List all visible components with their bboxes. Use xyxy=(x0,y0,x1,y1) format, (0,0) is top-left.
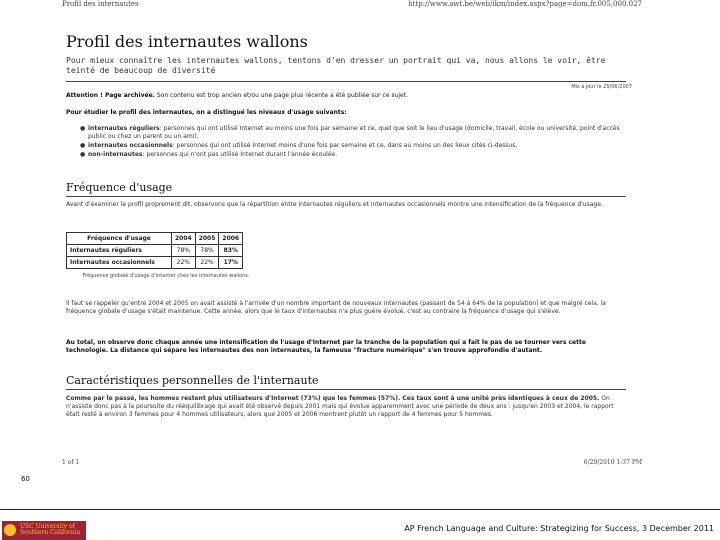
printed-webpage xyxy=(62,0,642,470)
print-footer-date: 6/29/2010 1:37 PM xyxy=(583,459,642,466)
level-text: : personnes qui ont utilisé Internet au moins une fois par semaine et ce, quel que soit le lieu d'usage (domicile, travail, école ou université, point d'accès public ou chez un parent ou un ami), xyxy=(88,125,620,140)
print-header-title: Profil des internautes xyxy=(62,0,139,8)
table-cell: Internautes réguliers xyxy=(67,245,172,257)
paragraph-gender xyxy=(66,395,626,419)
table-header-cell: Fréquence d'usage xyxy=(67,233,172,245)
archive-notice xyxy=(66,92,626,99)
divider xyxy=(66,389,626,390)
divider xyxy=(66,81,626,82)
usage-table xyxy=(66,232,243,269)
slide-footer-text: AP French Language and Culture: Strategizing for Success, 3 December 2011 xyxy=(404,524,714,533)
list-item xyxy=(80,125,620,141)
level-text: : personnes qui ont utilisé Internet moins d'une fois par semaine et ce, dans au moins un des lieux cités ci-dessus, xyxy=(172,142,518,149)
paragraph-frequency: Avant d'examiner le profil proprement dit, observons que la répartition entre internautes réguliers et internautes occasionnels montre une intensification de la fréquence d'usage. xyxy=(66,201,603,208)
intro-text: Pour mieux connaître les internautes wallons, tentons d'en dresser un portrait qui va, nous allons le voir, être teinté de beaucoup de diversité xyxy=(66,56,606,75)
table-cell: Internautes occasionnels xyxy=(67,257,172,269)
table-cell: 78% xyxy=(195,245,219,257)
logo-text: USC University of Southern California xyxy=(20,523,81,536)
table-row xyxy=(67,257,243,269)
paragraph-summary: Au total, on observe donc chaque année une intensification de l'usage d'Internet par la tranche de la population qui a fait le pas de se tourner vers cette technologie. La distance qui sépare les internautes des non internautes, la fameuse "fracture numérique" s'en trouve approfondie d'autant. xyxy=(66,339,586,354)
footer-divider xyxy=(0,509,720,510)
table-cell: 17% xyxy=(219,257,243,269)
table-cell: 78% xyxy=(172,245,196,257)
table-header-cell: 2005 xyxy=(195,233,219,245)
archive-label: Attention ! Page archivée. xyxy=(66,92,155,99)
table-header-cell: 2006 xyxy=(219,233,243,245)
levels-list xyxy=(80,125,620,160)
paragraph-evolution: Il faut se rappeler qu'entre 2004 et 2005 on avait assisté à l'arrivée d'un nombre important de nouveaux internautes (passant de 54 à 64% de la population) et que malgré cela, la fréquence globale d'usage s'était maintenue. Cette année, alors que le taux d'internautes n'a plus guère évolué, c'est au contraire la fréquence d'usage qui s'élève. xyxy=(66,300,606,315)
gender-text: On n'assiste donc pas à la poursuite du rééquilibrage qui avait été observé depuis 2001 mais qui évolue apparemment avec une période de deux ans : jusqu'en 2003 et 2004, le rapport était resté à environ 3 femmes pour 4 hommes utilisateurs, alors que 2005 et 2006 montrent plutôt un rapport de 4 femmes pour 5 hommes. xyxy=(66,395,614,418)
usc-logo xyxy=(2,521,86,540)
table-row xyxy=(67,245,243,257)
updated-date: Mis à jour le 25/06/2007 xyxy=(571,84,632,90)
bullet-icon: ● xyxy=(80,142,86,149)
level-term: internautes occasionnels xyxy=(88,142,173,149)
print-header-url: http://www.awt.be/web/ikm/index.aspx?page=dom,fr,005,000,027 xyxy=(408,0,642,8)
level-text: : personnes qui n'ont pas utilisé Internet durant l'année écoulée. xyxy=(142,151,338,158)
level-term: internautes réguliers xyxy=(88,125,160,132)
table-cell: 22% xyxy=(195,257,219,269)
list-item xyxy=(80,151,620,159)
slide-number: 60 xyxy=(21,475,30,483)
bullet-icon: ● xyxy=(80,125,86,132)
section-title-characteristics: Caractéristiques personnelles de l'internaute xyxy=(66,374,319,387)
table-cell: 22% xyxy=(172,257,196,269)
archive-text: Son contenu est trop ancien et/ou une page plus récente a été publiée sur ce sujet. xyxy=(156,92,409,99)
levels-intro: Pour étudier le profil des internautes, on a distingué les niveaux d'usage suivants: xyxy=(66,109,347,116)
page-title: Profil des internautes wallons xyxy=(66,32,308,51)
table-header-row xyxy=(67,233,243,245)
level-term: non-internautes xyxy=(88,151,143,158)
table-cell: 83% xyxy=(219,245,243,257)
bullet-icon: ● xyxy=(80,151,86,158)
seal-icon xyxy=(4,524,16,536)
print-footer-page: 1 of 1 xyxy=(62,459,80,466)
table-header-cell: 2004 xyxy=(172,233,196,245)
section-title-frequency: Fréquence d'usage xyxy=(66,181,173,194)
divider xyxy=(66,196,626,197)
list-item xyxy=(80,142,620,150)
gender-highlight: Comme par le passé, les hommes restent plus utilisateurs d'Internet (73%) que les femmes (57%). Ces taux sont à une unité près identiques à ceux de 2005. xyxy=(66,395,600,402)
table-caption: Fréquence globale d'usage d'internet chez les internautes wallons. xyxy=(82,273,250,279)
